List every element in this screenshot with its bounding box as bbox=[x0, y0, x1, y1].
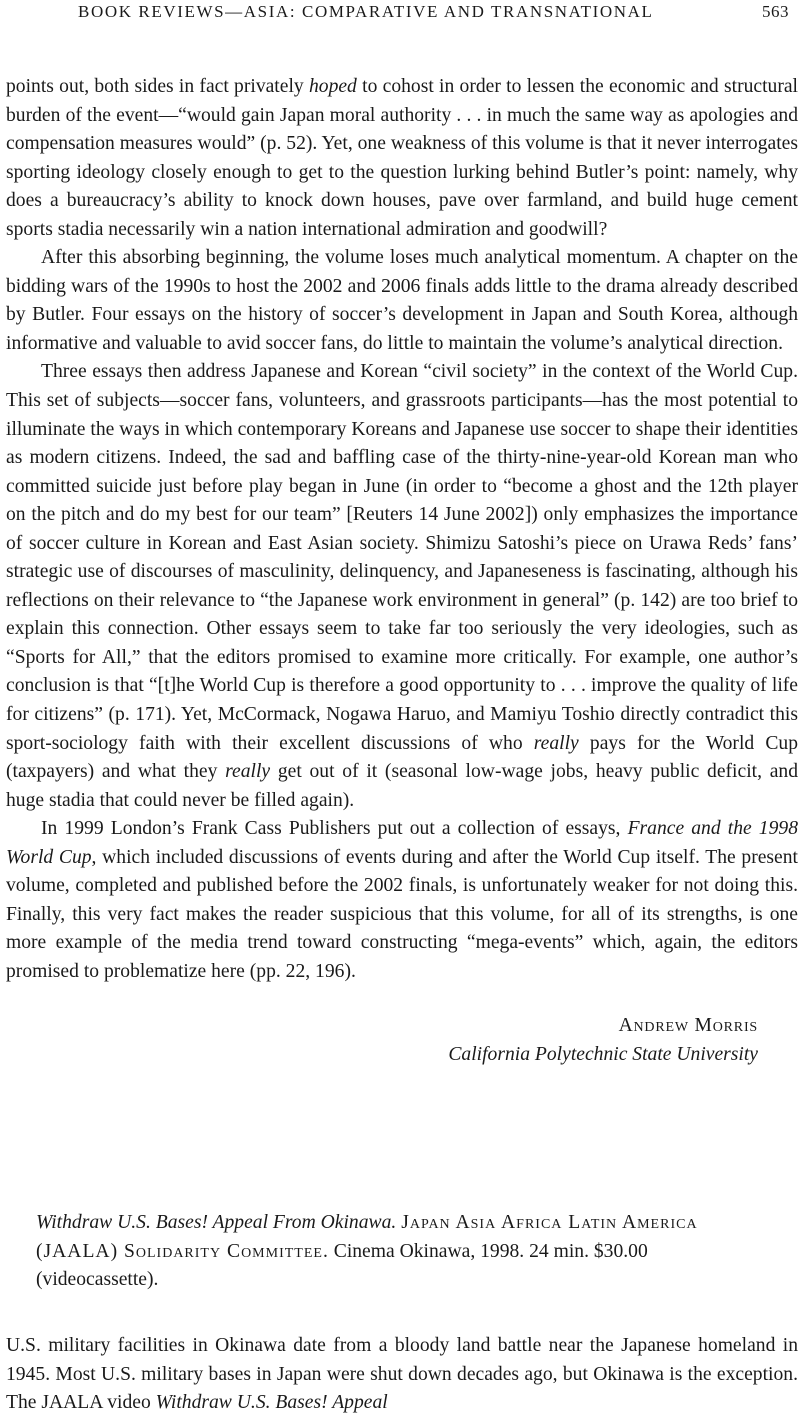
reviewer-affiliation bbox=[0, 1041, 758, 1070]
paragraph-4-text-b: , which included discussions of events during and after the World Cup itself. The present volume, completed and published before the 2002 finals, is unfortunately weaker for not doing this. Finally, this very fact makes the reader suspicious that this volume, for all of its strengths, is one more example of the media trend toward constructing “mega-events” which, again, the editors promised to problematize here (pp. 22, 196). bbox=[6, 846, 798, 982]
next-review-text: U.S. military facilities in Okinawa date from a bloody land battle near the Japanese homeland in 1945. Most U.S. military bases in Japan were shut down decades ago, but Okinawa is the exception. The JAALA video bbox=[6, 1335, 798, 1414]
paragraph-4 bbox=[6, 815, 798, 986]
paragraph-3-emphasis-1: really bbox=[533, 732, 579, 754]
reviewer-affiliation-text: California Polytechnic State University bbox=[448, 1043, 758, 1065]
reviewer-signature bbox=[0, 1012, 758, 1069]
paragraph-3-text-c: get out of it (seasonal low-wage jobs, heavy public deficit, and huge stadia that could never be filled again). bbox=[6, 761, 798, 811]
video-details: Cinema Okinawa, 1998. 24 min. $30.00 (videocassette). bbox=[36, 1240, 648, 1291]
video-title: Withdraw U.S. Bases! Appeal From Okinawa. bbox=[36, 1212, 397, 1233]
next-review-header bbox=[36, 1209, 771, 1295]
paragraph-1-emphasis: hoped bbox=[308, 76, 357, 97]
paragraph-1-text-b: to cohost in order to lessen the economic and structural burden of the event—“would gain Japan moral authority . . . in much the same way as apologies and compensation measures would” (p. 52). Yet, one weakness of this volume is that it never interrogates sporting ideology closely enough to get to the question lurking behind Butler’s point: namely, why does a bureaucracy’s ability to knock down houses, pave over farmland, and build huge cement sports stadia necessarily win a nation international admiration and goodwill? bbox=[6, 76, 798, 240]
paragraph-3-text-a: Three essays then address Japanese and Korean “civil society” in the context of the World Cup. This set of subjects—soccer fans, volunteers, and grassroots participants—has the most potential to illuminate the ways in which contemporary Koreans and Japanese use soccer to shape their identities as modern citizens. Indeed, the sad and baffling case of the thirty-nine-year-old Korean man who committed suicide just before play began in June (in order to “become a ghost and the 12th player on the pitch and do my best for our team” [Reuters 14 June 2002]) only emphasizes the importance of soccer culture in Korean and East Asian society. Shimizu Satoshi’s piece on Urawa Reds’ fans’ strategic use of discourses of masculinity, delinquency, and Japaneseness is fascinating, although his reflections on their relevance to “the Japanese work environment in general” (p. 142) are too brief to explain this connection. Other essays seem to take far too seriously the very ideologies, such as “Sports for All,” that the editors promised to examine more critically. For example, one author’s conclusion is that “[t]he World Cup is therefore a good opportunity to . . . improve the quality of life for citizens” (p. 171). Yet, McCormack, Nogawa Haruo, and Mamiyu Toshio directly contradict this sport-sociology faith with their excellent discussions of who bbox=[6, 361, 798, 754]
reviewer-name: Andrew Morris bbox=[618, 1015, 758, 1036]
page-number: 563 bbox=[762, 2, 789, 21]
next-review-body bbox=[6, 1332, 798, 1418]
paragraph-3-text-b: pays for the World Cup (taxpayers) and what they bbox=[6, 732, 798, 783]
paragraph-3 bbox=[6, 358, 798, 815]
running-head-title: BOOK REVIEWS—ASIA: COMPARATIVE AND TRANSNATIONAL bbox=[78, 2, 654, 21]
paragraph-2: After this absorbing beginning, the volume loses much analytical momentum. A chapter on the bidding wars of the 1990s to host the 2002 and 2006 finals adds little to the drama already described by Butler. Four essays on the history of soccer’s development in Japan and South Korea, although informative and valuable to avid soccer fans, do little to maintain the volume’s analytical direction. bbox=[6, 247, 798, 354]
book-title-reference: France and the 1998 World Cup bbox=[6, 818, 798, 868]
paragraph-1-text-a: points out, both sides in fact privately bbox=[6, 76, 309, 97]
review-body bbox=[6, 73, 798, 987]
paragraph-3-emphasis-2: really bbox=[225, 761, 271, 783]
next-review-emphasis: Withdraw U.S. Bases! Appeal bbox=[155, 1392, 388, 1414]
paragraph-4-text-a: In 1999 London’s Frank Cass Publishers put out a collection of essays, bbox=[41, 818, 628, 840]
running-head bbox=[0, 0, 800, 28]
paragraph-1 bbox=[6, 73, 798, 244]
video-publisher: Japan Asia Africa Latin America (JAALA) Solidarity Committee. bbox=[36, 1212, 698, 1262]
next-review-paragraph bbox=[6, 1332, 798, 1418]
